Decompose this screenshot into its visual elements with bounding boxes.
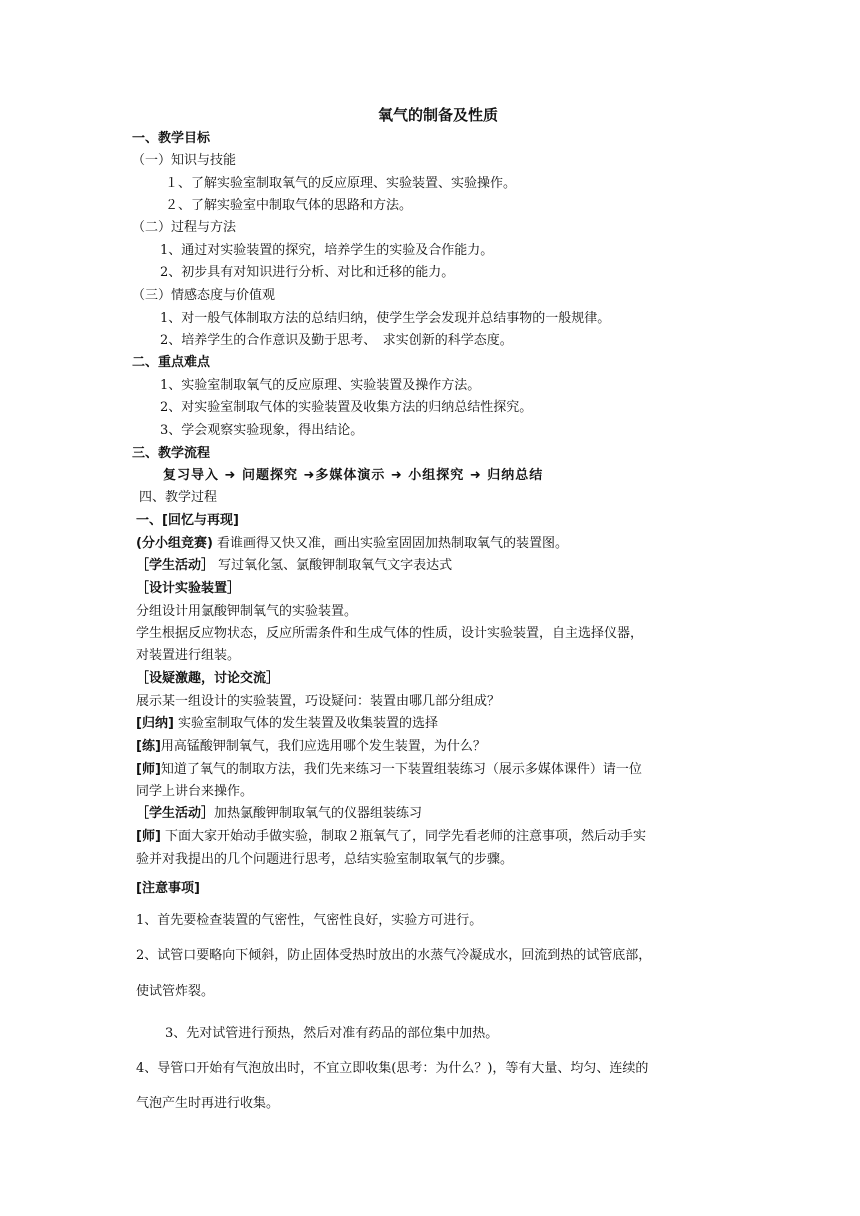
paragraph: [136, 761, 642, 779]
paragraph-tag: ［学生活动］: [136, 558, 215, 573]
paragraph-tag: [师]: [136, 829, 161, 844]
paragraph: [136, 805, 422, 823]
paragraph-tag: [归纳]: [136, 716, 174, 731]
paragraph: 2、培养学生的合作意识及勤于思考、 求实创新的科学态度。: [160, 333, 513, 348]
paragraph-tag: [师]: [136, 762, 161, 777]
paragraph: [136, 557, 452, 575]
section-heading: 一、教学目标: [132, 131, 211, 146]
step-heading: 一、[回忆与再现]: [136, 513, 239, 528]
paragraph-text: 写过氧化氢、氯酸钾制取氧气文字表达式: [218, 558, 453, 573]
paragraph: 对装置进行组装。: [136, 648, 241, 663]
paragraph-text: 下面大家开始动手做实验，制取２瓶氧气了，同学先看老师的注意事项，然后动手实: [165, 829, 647, 844]
paragraph: １、了解实验室制取氧气的反应原理、实验装置、实验操作。: [165, 176, 517, 191]
paragraph: 1、对一般气体制取方法的总结归纳，使学生学会发现并总结事物的一般规律。: [160, 311, 611, 326]
step-heading: ［设疑激趣，讨论交流］: [136, 671, 280, 686]
paragraph: 2、对实验室制取气体的实验装置及收集方法的归纳总结性探究。: [160, 400, 533, 415]
paragraph-text: 知道了氧气的制取方法，我们先来练习一下装置组装练习（展示多媒体课件）请一位: [160, 762, 642, 777]
subsection-heading: （三）情感态度与价值观: [132, 288, 276, 303]
subsection-heading: （一）知识与技能: [132, 153, 237, 168]
section-heading: 四、教学过程: [139, 490, 218, 505]
paragraph: 展示某一组设计的实验装置，巧设疑问：装置由哪几部分组成？: [136, 694, 501, 709]
note-item: 2、试管口要略向下倾斜，防止固体受热时放出的水蒸气冷凝成水，回流到热的试管底部，: [136, 948, 652, 963]
paragraph: [136, 715, 438, 733]
section-heading: 三、教学流程: [132, 446, 211, 461]
paragraph-text: 用高锰酸钾制氧气，我们应选用哪个发生装置，为什么？: [160, 739, 486, 754]
step-heading: ［设计实验装置］: [136, 581, 241, 596]
paragraph-tag: [练]: [136, 739, 161, 754]
paragraph: 2、初步具有对知识进行分析、对比和迁移的能力。: [160, 265, 455, 280]
section-heading: 二、重点难点: [132, 355, 211, 370]
paragraph: ２、了解实验室中制取气体的思路和方法。: [165, 198, 413, 213]
note-item: 4、导管口开始有气泡放出时，不宜立即收集(思考：为什么？)，等有大量、均匀、连续的: [136, 1061, 649, 1076]
note-item: 使试管炸裂。: [136, 984, 215, 999]
paragraph-text: 看谁画得又快又准，画出实验室固固加热制取氧气的装置图。: [217, 536, 569, 551]
paragraph: [136, 535, 568, 553]
note-item: 3、先对试管进行预热，然后对准有药品的部位集中加热。: [165, 1026, 499, 1041]
paragraph: 验并对我提出的几个问题进行思考，总结实验室制取氧气的步骤。: [136, 852, 514, 867]
paragraph: [136, 738, 486, 756]
note-item: 气泡产生时再进行收集。: [136, 1096, 280, 1111]
paragraph: 1、实验室制取氧气的反应原理、实验装置及操作方法。: [160, 378, 481, 393]
document-title: 氧气的制备及性质: [378, 106, 499, 124]
subsection-heading: （二）过程与方法: [132, 220, 237, 235]
paragraph-tag: (分小组竞赛): [136, 536, 213, 551]
notes-heading: [注意事项]: [136, 881, 200, 896]
teaching-flow: 复习导入 ➜ 问题探究 ➜多媒体演示 ➜ 小组探究 ➜ 归纳总结: [163, 468, 544, 483]
paragraph: [136, 828, 646, 846]
paragraph: 学生根据反应物状态，反应所需条件和生成气体的性质，设计实验装置，自主选择仪器，: [136, 626, 644, 641]
note-item: 1、首先要检查装置的气密性，气密性良好，实验方可进行。: [136, 913, 483, 928]
paragraph-tag: ［学生活动］: [136, 806, 215, 821]
paragraph: 3、学会观察实验现象，得出结论。: [160, 423, 364, 438]
paragraph-text: 实验室制取气体的发生装置及收集装置的选择: [178, 716, 439, 731]
paragraph-text: 加热氯酸钾制取氧气的仪器组装练习: [214, 806, 423, 821]
paragraph: 1、通过对实验装置的探究，培养学生的实验及合作能力。: [160, 243, 494, 258]
paragraph: 分组设计用氯酸钾制氧气的实验装置。: [136, 604, 358, 619]
paragraph: 同学上讲台来操作。: [136, 784, 254, 799]
